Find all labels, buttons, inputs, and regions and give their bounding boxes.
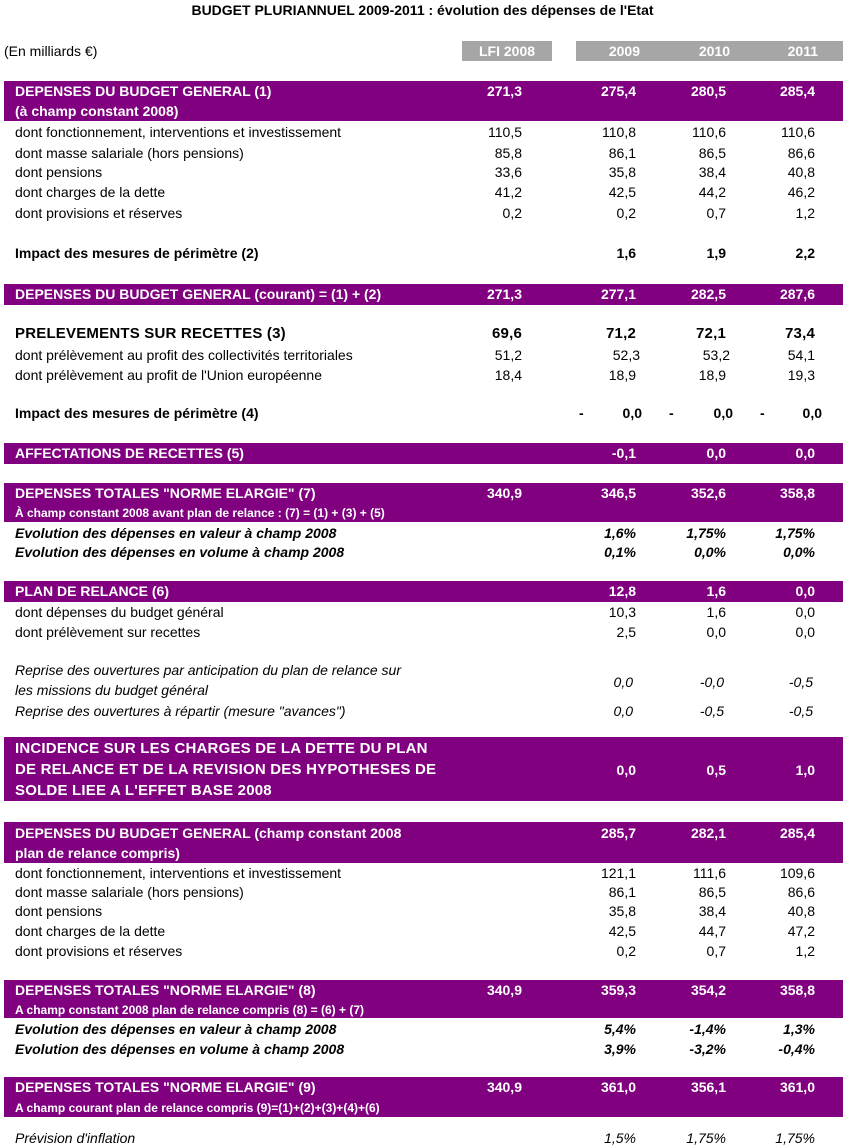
value-cell: -0,5 <box>788 674 813 690</box>
row-label: dont masse salariale (hors pensions) <box>15 145 244 161</box>
value-cell: 1,3% <box>783 1021 815 1037</box>
value-cell: 2,2 <box>795 245 815 261</box>
value-cell: 1,5% <box>604 1130 636 1146</box>
value-cell: 5,4% <box>604 1021 636 1037</box>
value-cell: 0,2 <box>616 205 636 221</box>
value-cell: 0,0 <box>795 624 815 640</box>
value-cell: 71,2 <box>606 325 636 342</box>
section-title: DEPENSES TOTALES "NORME ELARGIE" (8) <box>15 982 316 998</box>
value-cell: 0,0 <box>613 703 633 719</box>
value-cell: 0,0 <box>795 583 815 599</box>
value-cell: 0,0 <box>613 674 633 690</box>
row-label: Impact des mesures de périmètre (2) <box>15 245 259 261</box>
value-cell: 0,0 <box>713 405 733 421</box>
value-cell: 86,5 <box>698 145 726 161</box>
value-cell: 275,4 <box>600 83 636 99</box>
row-label: dont prélèvement au profit de l'Union européenne <box>15 367 322 383</box>
value-cell: 1,75% <box>775 525 815 541</box>
section-title: DEPENSES DU BUDGET GENERAL (champ constant 2008 <box>15 825 402 841</box>
value-cell: 46,2 <box>787 184 815 200</box>
value-cell: 340,9 <box>486 1079 522 1095</box>
row-label: Impact des mesures de périmètre (4) <box>15 405 259 421</box>
value-cell: 110,6 <box>692 124 726 140</box>
value-cell: 361,0 <box>779 1079 815 1095</box>
value-cell: 35,8 <box>608 903 636 919</box>
value-cell: 18,4 <box>494 367 522 383</box>
value-cell: 40,8 <box>787 164 815 180</box>
value-cell: 10,3 <box>608 604 636 620</box>
value-cell: 86,6 <box>787 145 815 161</box>
value-cell: -0,1 <box>611 445 636 461</box>
value-cell: 1,9 <box>706 245 726 261</box>
value-cell: 271,3 <box>486 83 522 99</box>
value-cell: 282,1 <box>690 825 726 841</box>
row-label: dont masse salariale (hors pensions) <box>15 884 244 900</box>
value-cell: 0,0% <box>694 544 726 560</box>
value-cell: 86,6 <box>787 884 815 900</box>
section-subtitle: (à champ constant 2008) <box>15 103 179 119</box>
section-subtitle: A champ courant plan de relance compris (9)=(1)+(2)+(3)+(4)+(6) <box>15 1101 380 1115</box>
section-subtitle: plan de relance compris) <box>15 845 180 861</box>
value-cell: 121,1 <box>600 865 636 881</box>
value-cell: 0,5 <box>706 762 726 778</box>
value-cell: 0,0 <box>795 445 815 461</box>
row-label: dont prélèvement au profit des collectivités territoriales <box>15 347 353 363</box>
value-cell: 0,7 <box>706 943 726 959</box>
value-cell: -3,2% <box>689 1041 726 1057</box>
value-cell: 1,6 <box>706 604 726 620</box>
value-cell: 3,9% <box>604 1041 636 1057</box>
value-cell: 0,0 <box>706 445 726 461</box>
row-label: dont pensions <box>15 903 103 919</box>
value-cell: 0,0 <box>706 624 726 640</box>
section-subtitle: A champ constant 2008 plan de relance compris (8) = (6) + (7) <box>15 1003 365 1017</box>
value-cell: 0,2 <box>502 205 522 221</box>
value-cell: 358,8 <box>779 485 815 501</box>
section-title: DEPENSES TOTALES "NORME ELARGIE" (9) <box>15 1079 316 1095</box>
row-label: dont charges de la dette <box>15 184 166 200</box>
value-cell: -1,4% <box>689 1021 726 1037</box>
row-label: Reprise des ouvertures à répartir (mesure "avances") <box>15 703 346 719</box>
value-cell: 287,6 <box>779 286 815 302</box>
value-cell: 358,8 <box>779 982 815 998</box>
value-cell: 18,9 <box>608 367 636 383</box>
value-cell: 1,6 <box>616 245 636 261</box>
dash-mark: - <box>579 405 584 421</box>
value-cell: 69,6 <box>492 325 522 342</box>
value-cell: 51,2 <box>494 347 522 363</box>
value-cell: 44,7 <box>698 923 726 939</box>
header-lfi2008: LFI 2008 <box>462 41 552 61</box>
value-cell: 1,75% <box>775 1130 815 1146</box>
value-cell: 1,6 <box>706 583 726 599</box>
value-cell: 277,1 <box>600 286 636 302</box>
value-cell: 111,6 <box>693 865 726 881</box>
value-cell: 53,2 <box>702 347 730 363</box>
value-cell: 359,3 <box>600 982 636 998</box>
value-cell: 1,6% <box>604 525 636 541</box>
value-cell: 356,1 <box>690 1079 726 1095</box>
value-cell: 0,0 <box>622 405 642 421</box>
section-title: AFFECTATIONS DE RECETTES (5) <box>15 445 244 461</box>
value-cell: 42,5 <box>608 184 636 200</box>
row-label: dont prélèvement sur recettes <box>15 624 201 640</box>
row-label: dont provisions et réserves <box>15 943 183 959</box>
value-cell: 12,8 <box>608 583 636 599</box>
section-title: INCIDENCE SUR LES CHARGES DE LA DETTE DU PLAN <box>15 740 428 757</box>
row-label: Evolution des dépenses en volume à champ 2008 <box>15 544 345 560</box>
row-label: Reprise des ouvertures par anticipation du plan de relance sur <box>15 662 402 678</box>
value-cell: 361,0 <box>600 1079 636 1095</box>
value-cell: 0,1% <box>604 544 636 560</box>
value-cell: 271,3 <box>486 286 522 302</box>
section-title: SOLDE LIEE A L'EFFET BASE 2008 <box>15 782 272 799</box>
value-cell: 340,9 <box>486 485 522 501</box>
value-cell: 280,5 <box>690 83 726 99</box>
value-cell: 346,5 <box>600 485 636 501</box>
value-cell: 19,3 <box>787 367 815 383</box>
row-label: Evolution des dépenses en valeur à champ 2008 <box>15 1021 337 1037</box>
value-cell: 33,6 <box>494 164 522 180</box>
row-label: dont fonctionnement, interventions et investissement <box>15 865 342 881</box>
value-cell: 44,2 <box>698 184 726 200</box>
value-cell: 38,4 <box>698 164 726 180</box>
value-cell: 0,7 <box>706 205 726 221</box>
value-cell: 47,2 <box>787 923 815 939</box>
value-cell: 0,0 <box>802 405 822 421</box>
value-cell: 285,4 <box>779 83 815 99</box>
value-cell: 110,6 <box>781 124 815 140</box>
value-cell: 340,9 <box>486 982 522 998</box>
value-cell: 41,2 <box>494 184 522 200</box>
section-title: DEPENSES TOTALES "NORME ELARGIE" (7) <box>15 485 316 501</box>
value-cell: 1,75% <box>686 1130 726 1146</box>
value-cell: 0,0 <box>616 762 636 778</box>
value-cell: -0,5 <box>788 703 813 719</box>
value-cell: 52,3 <box>612 347 640 363</box>
value-cell: 86,5 <box>698 884 726 900</box>
value-cell: 110,8 <box>602 124 636 140</box>
value-cell: 73,4 <box>785 325 815 342</box>
value-cell: 42,5 <box>608 923 636 939</box>
value-cell: -0,0 <box>699 674 724 690</box>
value-cell: 0,2 <box>616 943 636 959</box>
value-cell: 354,2 <box>690 982 726 998</box>
value-cell: 35,8 <box>608 164 636 180</box>
value-cell: 282,5 <box>690 286 726 302</box>
value-cell: 2,5 <box>616 624 636 640</box>
value-cell: -0,4% <box>778 1041 815 1057</box>
header-2010: 2010 <box>698 43 730 59</box>
value-cell: 0,0% <box>783 544 815 560</box>
row-label: dont charges de la dette <box>15 923 166 939</box>
unit-label: (En milliards €) <box>4 43 98 59</box>
value-cell: 1,0 <box>795 762 815 778</box>
row-label: PRELEVEMENTS SUR RECETTES (3) <box>15 325 286 342</box>
value-cell: 1,2 <box>795 943 815 959</box>
section-title: DEPENSES DU BUDGET GENERAL (1) <box>15 83 272 99</box>
section-title: DE RELANCE ET DE LA REVISION DES HYPOTHESES DE <box>15 761 437 778</box>
value-cell: 285,7 <box>600 825 636 841</box>
value-cell: 285,4 <box>779 825 815 841</box>
value-cell: 1,75% <box>686 525 726 541</box>
value-cell: 18,9 <box>698 367 726 383</box>
header-2011: 2011 <box>787 43 818 59</box>
page-title: BUDGET PLURIANNUEL 2009-2011 : évolution des dépenses de l'Etat <box>191 2 654 18</box>
row-label: dont provisions et réserves <box>15 205 183 221</box>
value-cell: 38,4 <box>698 903 726 919</box>
value-cell: 109,6 <box>779 865 815 881</box>
row-label: dont fonctionnement, interventions et investissement <box>15 124 342 140</box>
section-subtitle: À champ constant 2008 avant plan de relance : (7) = (1) + (3) + (5) <box>15 506 385 520</box>
row-label: dont pensions <box>15 164 103 180</box>
value-cell: 86,1 <box>608 145 636 161</box>
value-cell: -0,5 <box>699 703 724 719</box>
value-cell: 0,0 <box>795 604 815 620</box>
row-label: Evolution des dépenses en valeur à champ 2008 <box>15 525 337 541</box>
row-label: dont dépenses du budget général <box>15 604 224 620</box>
dash-mark: - <box>669 405 674 421</box>
value-cell: 352,6 <box>690 485 726 501</box>
row-label: Evolution des dépenses en volume à champ 2008 <box>15 1041 345 1057</box>
value-cell: 72,1 <box>696 325 726 342</box>
value-cell: 86,1 <box>608 884 636 900</box>
value-cell: 40,8 <box>787 903 815 919</box>
row-label: Prévision d'inflation <box>15 1130 136 1146</box>
value-cell: 54,1 <box>787 347 815 363</box>
value-cell: 85,8 <box>494 145 522 161</box>
section-title: DEPENSES DU BUDGET GENERAL (courant) = (1) + (2) <box>15 286 382 302</box>
row-label: les missions du budget général <box>15 682 209 698</box>
header-2009: 2009 <box>608 43 640 59</box>
value-cell: 110,5 <box>488 124 522 140</box>
dash-mark: - <box>760 405 765 421</box>
section-title: PLAN DE RELANCE (6) <box>15 583 170 599</box>
value-cell: 1,2 <box>795 205 815 221</box>
